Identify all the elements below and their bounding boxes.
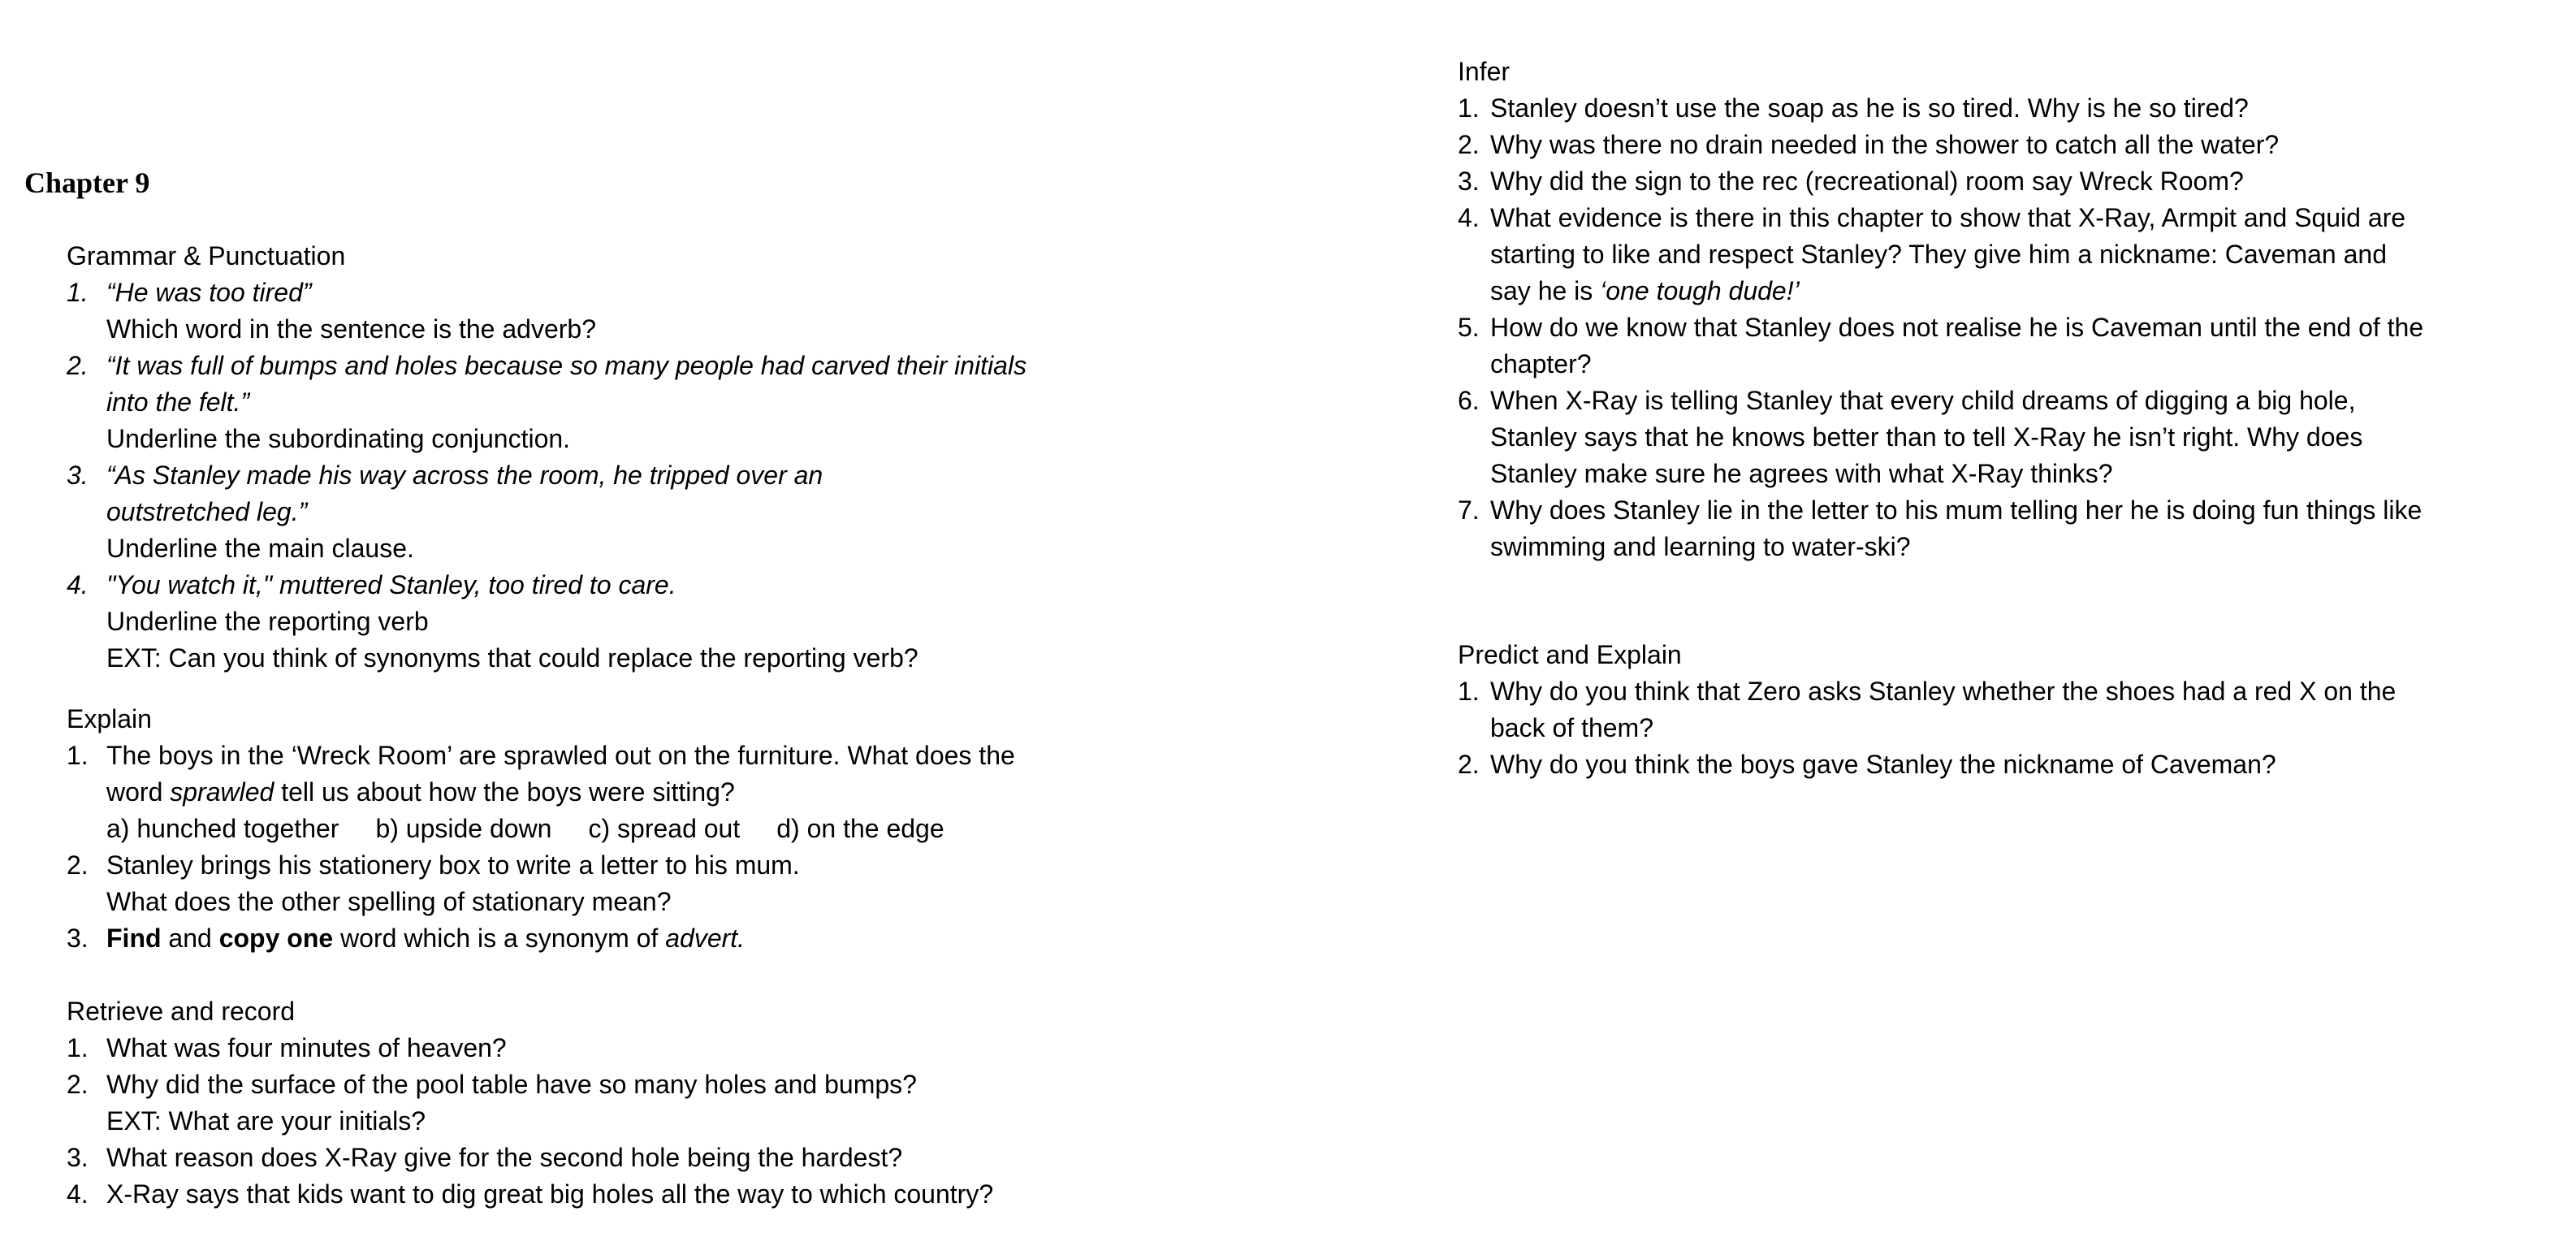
grammar-item-2-task [67,421,1027,457]
section-heading-retrieve: Retrieve and record [67,997,296,1026]
indent-spacer [1458,419,1490,456]
indent-spacer [67,811,106,847]
question-text: Why do you think that Zero asks Stanley whether the shoes had a red X on the [1490,677,2397,706]
indent-spacer [1458,529,1490,565]
item-number: 4. [67,1179,89,1209]
infer-item-3 [1458,163,2423,200]
question-text: Stanley says that he knows better than to tell X-Ray he isn’t right. Why does [1490,422,2363,452]
option-c: c) spread out [588,814,741,843]
question-text: How do we know that Stanley does not realise he is Caveman until the end of the [1490,313,2424,342]
indent-spacer [1458,236,1490,273]
section-heading-explain: Explain [67,704,152,733]
task-text: Underline the main clause. [106,534,414,563]
question-text: What evidence is there in this chapter to show that X-Ray, Armpit and Squid are [1490,203,2406,232]
question-text: tell us about how the boys were sitting? [274,777,735,807]
item-number: 2. [67,850,89,880]
infer-item-2 [1458,127,2423,163]
infer-item-5-cont [1458,346,2423,383]
item-number: 1. [67,278,89,307]
infer-item-4 [1458,200,2423,236]
indent-spacer [67,311,106,348]
question-text: Stanley make sure he agrees with what X-Ray thinks? [1490,459,2113,488]
quote-text: ‘one tough dude!’ [1600,276,1800,305]
infer-item-4-cont [1458,236,2423,273]
option-b: b) upside down [375,814,552,843]
left-column [24,165,1027,1213]
question-text: X-Ray says that kids want to dig great big holes all the way to which country? [106,1179,994,1209]
item-number: 2. [1458,750,1480,779]
retrieve-item-2-ext [67,1103,1027,1140]
item-number: 3. [67,461,89,490]
item-number: 6. [1458,386,1480,415]
emphasized-word: sprawled [170,777,274,807]
question-text: Why does Stanley lie in the letter to his mum telling her he is doing fun things like [1490,495,2423,525]
indent-spacer [67,640,106,677]
grammar-item-4 [67,567,1027,604]
indent-spacer [1458,710,1490,746]
infer-item-4-cont2 [1458,273,2423,309]
explain-item-1 [67,738,1027,774]
quote-text: "You watch it," muttered Stanley, too tired to care. [106,570,676,599]
indent-spacer [67,1103,106,1140]
explain-item-2 [67,847,1027,884]
indent-spacer [67,530,106,567]
indent-spacer [67,884,106,920]
infer-item-1 [1458,90,2423,127]
infer-item-6-cont [1458,419,2423,456]
grammar-item-4-ext [67,640,1027,677]
task-text: Underline the subordinating conjunction. [106,424,571,453]
question-text: What reason does X-Ray give for the second hole being the hardest? [106,1143,903,1172]
ext-text: EXT: What are your initials? [106,1106,426,1136]
question-text: Stanley brings his stationery box to write a letter to his mum. [106,850,800,880]
question-text: swimming and learning to water-ski? [1490,532,1911,561]
predict-item-1 [1458,673,2423,710]
item-number: 7. [1458,495,1480,525]
question-text: Why did the sign to the rec (recreational) room say Wreck Room? [1490,167,2244,196]
item-number: 1. [67,741,89,770]
section-infer [1458,54,2423,565]
item-number: 2. [1458,130,1480,159]
section-retrieve [67,993,1027,1213]
item-number: 5. [1458,313,1480,342]
question-text: word [106,777,171,807]
indent-spacer [67,774,106,811]
infer-item-6 [1458,383,2423,419]
option-a: a) hunched together [106,814,339,843]
indent-spacer [67,421,106,457]
question-text: What does the other spelling of stationary mean? [106,887,672,916]
explain-item-3 [67,920,1027,957]
item-number: 4. [67,570,89,599]
item-number: 2. [67,1070,89,1099]
retrieve-item-4 [67,1176,1027,1213]
grammar-item-2-quote-cont [67,384,1027,421]
indent-spacer [1458,273,1490,309]
option-d: d) on the edge [776,814,944,843]
retrieve-item-2 [67,1066,1027,1103]
indent-spacer [67,604,106,640]
grammar-item-1-task [67,311,1027,348]
question-text: Why do you think the boys gave Stanley the nickname of Caveman? [1490,750,2276,779]
predict-item-1-cont [1458,710,2423,746]
infer-item-7-cont [1458,529,2423,565]
infer-item-6-cont2 [1458,456,2423,492]
section-heading-grammar: Grammar & Punctuation [67,241,346,270]
item-number: 3. [1458,167,1480,196]
chapter-title: Chapter 9 [24,167,150,199]
section-predict [1458,637,2423,783]
infer-item-7 [1458,492,2423,529]
question-text: The boys in the ‘Wreck Room’ are sprawled out on the furniture. What does the [106,741,1015,770]
retrieve-item-1 [67,1030,1027,1066]
indent-spacer [67,494,106,530]
question-text: Why was there no drain needed in the shower to catch all the water? [1490,130,2280,159]
infer-item-5 [1458,309,2423,346]
question-text: back of them? [1490,713,1653,742]
item-number: 3. [67,1143,89,1172]
question-text: Why did the surface of the pool table have so many holes and bumps? [106,1070,917,1099]
item-number: 2. [67,351,89,380]
item-number: 1. [1458,677,1480,706]
question-text: Stanley doesn’t use the soap as he is so tired. Why is he so tired? [1490,93,2249,123]
section-heading-infer: Infer [1458,57,1511,86]
bold-word: copy one [218,924,334,953]
item-number: 4. [1458,203,1480,232]
question-text: chapter? [1490,349,1592,379]
emphasized-word: advert. [665,924,746,953]
predict-item-2 [1458,746,2423,783]
grammar-item-3-task [67,530,1027,567]
indent-spacer [1458,346,1490,383]
quote-text: “As Stanley made his way across the room, he tripped over an [106,461,823,490]
quote-text: outstretched leg.” [106,497,308,526]
grammar-item-2 [67,348,1027,384]
right-column [1458,54,2423,783]
explain-item-1-options [67,811,1027,847]
indent-spacer [67,384,106,421]
question-text: What was four minutes of heaven? [106,1033,507,1062]
quote-text: into the felt.” [106,387,250,417]
section-grammar [67,238,1027,677]
grammar-item-3-quote-cont [67,494,1027,530]
explain-item-2-cont [67,884,1027,920]
grammar-item-3 [67,457,1027,494]
question-text: When X-Ray is telling Stanley that every child dreams of digging a big hole, [1490,386,2356,415]
question-text: starting to like and respect Stanley? They give him a nickname: Caveman and [1490,240,2387,269]
section-explain [67,701,1027,957]
item-number: 3. [67,924,89,953]
indent-spacer [1458,456,1490,492]
item-number: 1. [67,1033,89,1062]
retrieve-item-3 [67,1140,1027,1176]
bold-word: Find [106,924,162,953]
ext-text: EXT: Can you think of synonyms that could replace the reporting verb? [106,643,918,673]
task-text: Underline the reporting verb [106,607,429,636]
item-number: 1. [1458,93,1480,123]
question-text: say he is [1490,276,1601,305]
question-text: and [161,924,219,953]
section-heading-predict: Predict and Explain [1458,640,1682,669]
grammar-item-4-task [67,604,1027,640]
explain-item-1-cont [67,774,1027,811]
question-text: word which is a synonym of [333,924,666,953]
quote-text: “He was too tired” [106,278,312,307]
task-text: Which word in the sentence is the adverb? [106,314,596,344]
grammar-item-1 [67,275,1027,311]
quote-text: “It was full of bumps and holes because so many people had carved their initials [106,351,1027,380]
